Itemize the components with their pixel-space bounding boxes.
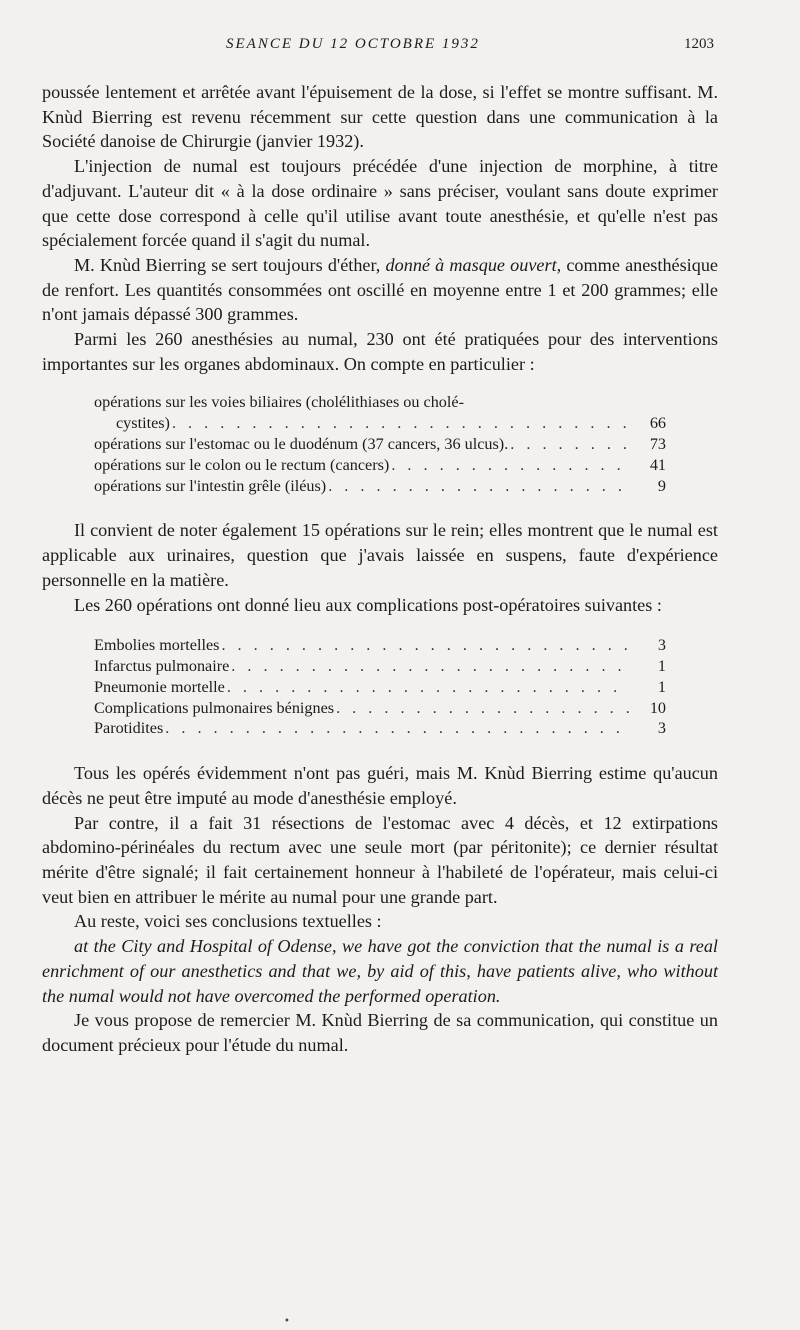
- list-item-label: opérations sur le colon ou le rectum (cancers): [94, 455, 390, 474]
- english-quote: at the City and Hospital of Odense, we have got the conviction that the numal is a real enrichment of our anesthetics and that we, by aid of this, have patients alive, who without the numal would not have overcomed the performed operation.: [42, 936, 718, 1006]
- running-title: SEANCE DU 12 OCTOBRE 1932: [226, 36, 480, 52]
- paragraph-3-end: comme anesthésique de renfort. Les quantités consommées ont oscillé en moyenne entre 1 et 200 grammes; elle n'ont jamais dépassé 300 grammes.: [42, 254, 718, 325]
- list-item: [94, 698, 666, 719]
- list-item: [94, 455, 666, 476]
- paragraph-4: Parmi les 260 anesthésies au numal, 230 ont été pratiquées pour des interventions importantes sur les organes abdominaux. On compte en particulier :: [42, 329, 718, 374]
- list-item: [94, 718, 666, 739]
- list-item-count: 10: [649, 698, 666, 717]
- list-item-label: opérations sur l'intestin grêle (iléus): [94, 476, 327, 495]
- page-header: [0, 36, 800, 58]
- list-item: [94, 413, 666, 434]
- leader-dots: [165, 718, 630, 739]
- list-item-count: 73: [649, 435, 666, 454]
- list-item: [94, 392, 666, 413]
- leader-dots: [172, 413, 630, 434]
- operations-list: [94, 392, 666, 496]
- list-item-label: Pneumonie mortelle: [94, 677, 225, 696]
- list-item-count: 66: [649, 414, 666, 433]
- leader-dots: [227, 677, 630, 698]
- list-item-count: 9: [657, 476, 666, 495]
- paragraph-3: [42, 253, 718, 327]
- list-item: [94, 476, 666, 497]
- list-item-label: opérations sur les voies biliaires (cholélithiases ou cholé-: [94, 393, 464, 412]
- list-item-label: opérations sur l'estomac ou le duodénum (37 cancers, 36 ulcus).: [94, 435, 509, 454]
- page-speck: •: [284, 1316, 290, 1327]
- leader-dots: [231, 656, 630, 677]
- list-item: [94, 635, 666, 656]
- list-item: [94, 656, 666, 677]
- paragraph-5: Il convient de noter également 15 opérations sur le rein; elles montrent que le numal est applicable aux urinaires, question que j'avais laissée en suspens, faute d'expérience personnelle en la matière.: [42, 520, 718, 590]
- paragraph-10: Je vous propose de remercier M. Knùd Bierring de sa communication, qui constitue un document précieux pour l'étude du numal.: [42, 1010, 718, 1055]
- paragraph-9: Au reste, voici ses conclusions textuelles :: [74, 911, 382, 932]
- leader-dots: [510, 434, 630, 455]
- list-item-label: Complications pulmonaires bénignes: [94, 698, 335, 717]
- list-item-label: cystites): [116, 414, 170, 433]
- paragraph-7: Tous les opérés évidemment n'ont pas guéri, mais M. Knùd Bierring estime qu'aucun décès ne peut être imputé au mode d'anesthésie employé.: [42, 763, 718, 808]
- list-item-count: 3: [657, 636, 666, 655]
- paragraph-1: poussée lentement et arrêtée avant l'épuisement de la dose, si l'effet se montre suffisant. M. Knùd Bierring est revenu récemment sur cette question dans une communication à la Société danoise de Chirurgie (janvier 1932).: [42, 82, 718, 152]
- list-item: [94, 434, 666, 455]
- list-item-label: Infarctus pulmonaire: [94, 657, 230, 676]
- list-item-count: 3: [657, 719, 666, 738]
- paragraph-3-italic: donné à masque ouvert,: [385, 254, 562, 275]
- body-text: [42, 80, 718, 1058]
- leader-dots: [391, 455, 630, 476]
- leader-dots: [328, 476, 630, 497]
- paragraph-8: Par contre, il a fait 31 résections de l'estomac avec 4 décès, et 12 extirpations abdomino-périnéales du rectum avec une seule mort (par péritonite); ce dernier résultat mérite d'être signalé; il fait certainement honneur à l'habileté de l'opérateur, mais celui-ci veut bien en attribuer le mérite au numal pour une grande part.: [42, 812, 718, 907]
- paragraph-6: Les 260 opérations ont donné lieu aux complications post-opératoires suivantes :: [74, 594, 662, 615]
- list-item: [94, 677, 666, 698]
- leader-dots: [221, 635, 630, 656]
- complications-list: [94, 635, 666, 739]
- paragraph-3-start: M. Knùd Bierring se sert toujours d'éther,: [74, 254, 386, 275]
- list-item-count: 1: [657, 657, 666, 676]
- paragraph-2: L'injection de numal est toujours précédée d'une injection de morphine, à titre d'adjuvant. L'auteur dit « à la dose ordinaire » sans préciser, voulant sans doute exprimer que cette dose correspond à celle qu'il utilise avant toute anesthésie, et qu'elle n'est pas spécialement forcée quand il s'agit du numal.: [42, 156, 718, 251]
- list-item-count: 1: [657, 677, 666, 696]
- list-item-label: Parotidites: [94, 719, 164, 738]
- leader-dots: [336, 698, 630, 719]
- list-item-count: 41: [649, 455, 666, 474]
- list-item-label: Embolies mortelles: [94, 636, 220, 655]
- page-number: 1203: [684, 36, 714, 52]
